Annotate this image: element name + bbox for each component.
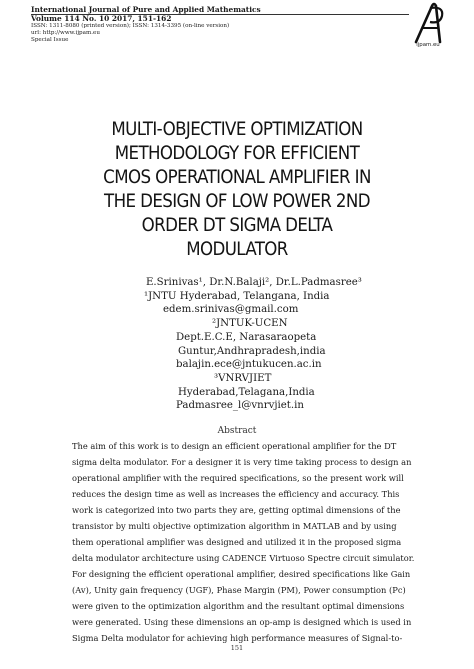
abstract-line: (Av), Unity gain frequency (UGF), Phase Margin (PM), Power consumption (Pc) <box>72 585 406 595</box>
title-line: METHODOLOGY FOR EFFICIENT <box>114 143 360 164</box>
journal-name: International Journal of Pure and Applied Mathematics <box>31 5 261 14</box>
journal-header <box>31 6 411 44</box>
abstract-line: For designing the efficient operational amplifier, desired specifications like Gain <box>72 569 411 579</box>
abstract-body <box>72 438 415 646</box>
page-number: 151 <box>230 644 244 652</box>
email-2: balajin.ece@jntukucen.ac.in <box>176 359 322 371</box>
title-line: MODULATOR <box>186 239 288 260</box>
title-line: MULTI-OBJECTIVE OPTIMIZATION <box>111 119 363 140</box>
abstract-line: work is categorized into two parts they are, getting optimal dimensions of the <box>72 505 401 515</box>
affiliation-3-place: Hyderabad,Telagana,India <box>178 386 315 398</box>
abstract-line: transistor by multi objective optimization algorithm in MATLAB and by using <box>72 521 397 531</box>
special-issue-label: Special Issue <box>31 37 69 43</box>
abstract-line: delta modulator architecture using CADENCE Virtuoso Spectre circuit simulator. <box>72 553 415 563</box>
abstract-line: reduces the design time as well as increases the efficiency and accuracy. This <box>72 489 400 499</box>
affiliation-2: ²JNTUK-UCEN <box>212 318 288 330</box>
abstract-line: The aim of this work is to design an efficient operational amplifier for the DT <box>72 441 397 451</box>
logo-caption: ijpam.eu <box>416 42 440 48</box>
abstract-line: were generated. Using these dimensions an op-amp is designed which is used in <box>72 617 412 627</box>
author-block <box>130 276 440 413</box>
header-rule <box>31 14 409 15</box>
abstract-line: sigma delta modulator. For a designer it is very time taking process to design an <box>72 457 412 467</box>
abstract-line: them operational amplifier was designed and utilized it in the proposed sigma <box>72 537 402 547</box>
journal-url: url: http://www.ijpam.eu <box>31 30 100 36</box>
title-line: CMOS OPERATIONAL AMPLIFIER IN <box>103 167 371 188</box>
title-line: THE DESIGN OF LOW POWER 2ND <box>104 191 370 212</box>
issn-info: ISSN: 1311-8080 (printed version); ISSN: 1314-3395 (on-line version) <box>31 23 230 29</box>
email-3: Padmasree_l@vnrvjiet.in <box>176 400 304 412</box>
affiliation-1: ¹JNTU Hyderabad, Telangana, India <box>144 290 330 302</box>
affiliation-2-dept: Dept.E.C.E, Narasaraopeta <box>176 331 317 343</box>
email-1: edem.srinivas@gmail.com <box>163 304 299 316</box>
paper-title <box>60 118 414 262</box>
abstract-line: were given to the optimization algorithm and the resultant optimal dimensions <box>72 601 405 611</box>
author-names: E.Srinivas¹, Dr.N.Balaji², Dr.L.Padmasree³ <box>146 277 362 288</box>
title-line: ORDER DT SIGMA DELTA <box>141 215 333 236</box>
abstract-heading: Abstract <box>217 426 257 436</box>
abstract-line: operational amplifier with the required specifications, so the present work will <box>72 473 404 483</box>
affiliation-3: ³VNRVJIET <box>214 372 272 384</box>
abstract-line: Sigma Delta modulator for achieving high performance measures of Signal-to- <box>72 633 403 643</box>
affiliation-2-place: Guntur,Andhrapradesh,india <box>178 345 326 357</box>
volume-info: Volume 114 No. 10 2017, 151-162 <box>31 13 172 23</box>
